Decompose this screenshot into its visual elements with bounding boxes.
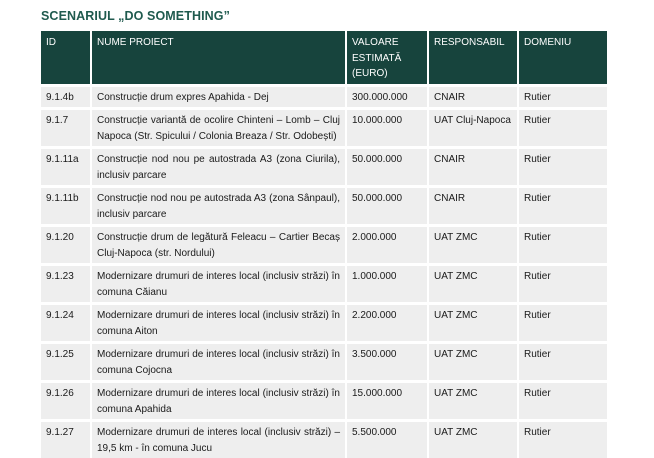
table-row (41, 84, 607, 108)
cell-responsible: UAT ZMC (429, 224, 519, 263)
cell-id: 9.1.24 (41, 302, 92, 341)
cell-id: 9.1.25 (41, 341, 92, 380)
table-row (41, 107, 607, 146)
cell-id: 9.1.4b (41, 84, 92, 108)
cell-project-name: Construcție nod nou pe autostrada A3 (zona Ciurila), inclusiv parcare (92, 146, 347, 185)
table-row (41, 380, 607, 419)
projects-table (41, 31, 607, 458)
table-header-row (41, 31, 607, 84)
header-responsible: RESPONSABIL (429, 31, 519, 84)
cell-estimated-value: 50.000.000 (347, 185, 429, 224)
cell-id: 9.1.20 (41, 224, 92, 263)
cell-domain: Rutier (519, 341, 607, 380)
cell-id: 9.1.26 (41, 380, 92, 419)
table-row (41, 419, 607, 458)
cell-domain: Rutier (519, 302, 607, 341)
cell-estimated-value: 10.000.000 (347, 107, 429, 146)
table-row (41, 341, 607, 380)
cell-domain: Rutier (519, 224, 607, 263)
cell-responsible: CNAIR (429, 185, 519, 224)
cell-estimated-value: 300.000.000 (347, 84, 429, 108)
cell-responsible: UAT Cluj-Napoca (429, 107, 519, 146)
cell-domain: Rutier (519, 380, 607, 419)
cell-estimated-value: 1.000.000 (347, 263, 429, 302)
cell-project-name: Modernizare drumuri de interes local (inclusiv străzi) în comuna Căianu (92, 263, 347, 302)
table-row (41, 302, 607, 341)
table-row (41, 185, 607, 224)
table-row (41, 224, 607, 263)
header-value-line: VALOARE (352, 37, 399, 48)
header-id: ID (41, 31, 92, 84)
cell-id: 9.1.7 (41, 107, 92, 146)
header-estimated-value (347, 31, 429, 84)
cell-project-name: Construcție nod nou pe autostrada A3 (zona Sânpaul), inclusiv parcare (92, 185, 347, 224)
table-row (41, 146, 607, 185)
cell-estimated-value: 50.000.000 (347, 146, 429, 185)
cell-domain: Rutier (519, 84, 607, 108)
cell-project-name: Construcție variantă de ocolire Chinteni – Lomb – Cluj Napoca (Str. Spicului / Colonia Breaza / Str. Odobești) (92, 107, 347, 146)
cell-domain: Rutier (519, 263, 607, 302)
cell-id: 9.1.11b (41, 185, 92, 224)
cell-estimated-value: 15.000.000 (347, 380, 429, 419)
section-heading: SCENARIUL „DO SOMETHING” (41, 9, 230, 23)
header-project-name: NUME PROIECT (92, 31, 347, 84)
cell-responsible: UAT ZMC (429, 380, 519, 419)
cell-domain: Rutier (519, 146, 607, 185)
cell-estimated-value: 3.500.000 (347, 341, 429, 380)
cell-project-name: Modernizare drumuri de interes local (inclusiv străzi) în comuna Cojocna (92, 341, 347, 380)
cell-estimated-value: 5.500.000 (347, 419, 429, 458)
cell-id: 9.1.27 (41, 419, 92, 458)
cell-responsible: CNAIR (429, 84, 519, 108)
cell-project-name: Modernizare drumuri de interes local (inclusiv străzi) în comuna Apahida (92, 380, 347, 419)
cell-id: 9.1.23 (41, 263, 92, 302)
cell-responsible: UAT ZMC (429, 263, 519, 302)
cell-id: 9.1.11a (41, 146, 92, 185)
header-value-line: (EURO) (352, 68, 388, 79)
header-value-line: ESTIMATĂ (352, 52, 402, 64)
cell-project-name: Modernizare drumuri de interes local (inclusiv străzi) – 19,5 km - în comuna Jucu (92, 419, 347, 458)
table-row (41, 263, 607, 302)
cell-domain: Rutier (519, 419, 607, 458)
cell-domain: Rutier (519, 185, 607, 224)
cell-responsible: CNAIR (429, 146, 519, 185)
cell-project-name: Construcție drum expres Apahida - Dej (92, 84, 347, 108)
cell-estimated-value: 2.000.000 (347, 224, 429, 263)
cell-responsible: UAT ZMC (429, 302, 519, 341)
cell-project-name: Modernizare drumuri de interes local (inclusiv străzi) în comuna Aiton (92, 302, 347, 341)
cell-responsible: UAT ZMC (429, 341, 519, 380)
cell-responsible: UAT ZMC (429, 419, 519, 458)
header-domain: DOMENIU (519, 31, 607, 84)
cell-estimated-value: 2.200.000 (347, 302, 429, 341)
cell-domain: Rutier (519, 107, 607, 146)
cell-project-name: Construcție drum de legătură Feleacu – Cartier Becaș Cluj-Napoca (str. Nordului) (92, 224, 347, 263)
